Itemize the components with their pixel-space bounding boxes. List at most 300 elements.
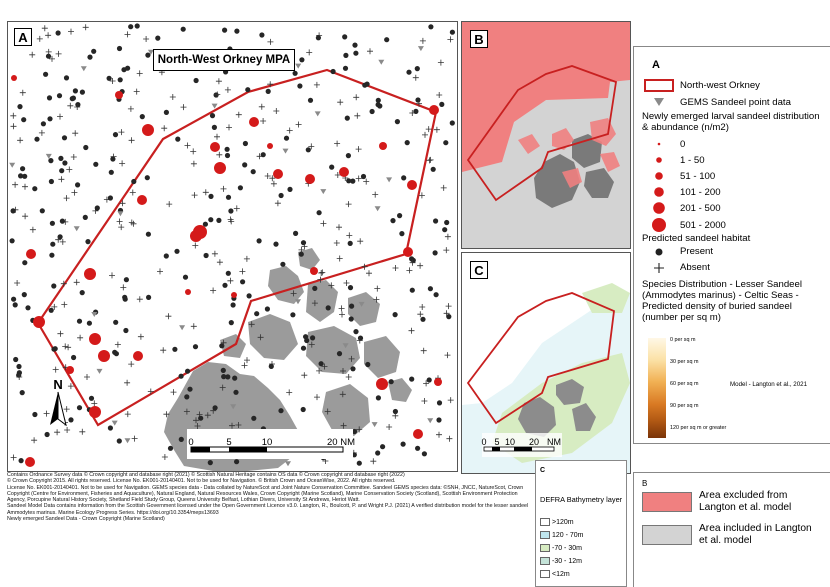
present-point: [273, 242, 278, 247]
absent-point: [244, 357, 250, 363]
present-point: [343, 53, 348, 58]
present-point: [108, 195, 113, 200]
absent-point: [192, 192, 198, 198]
map-title: North-West Orkney MPA: [153, 49, 295, 71]
present-point: [221, 368, 226, 373]
included-row: [642, 523, 819, 547]
present-point: [433, 218, 438, 223]
absent-point: [217, 259, 223, 265]
present-point: [348, 241, 353, 246]
present-point: [58, 156, 63, 161]
present-point: [168, 446, 173, 451]
gems-point: [9, 163, 15, 168]
gems-point: [285, 461, 291, 466]
absent-point: [44, 411, 50, 417]
present-point: [194, 78, 199, 83]
gems-point: [179, 325, 185, 330]
present-point: [145, 175, 150, 180]
absent-point: [370, 458, 376, 464]
present-point: [442, 227, 447, 232]
present-point: [269, 364, 274, 369]
absent-point: [125, 411, 131, 417]
map-panel-a[interactable]: [7, 21, 458, 472]
scale-c-tick: 10: [504, 437, 516, 447]
present-point: [80, 290, 85, 295]
absent-point: [275, 200, 281, 206]
present-point: [290, 312, 295, 317]
present-point: [401, 175, 406, 180]
present-point: [377, 103, 382, 108]
bathymetry-row: [540, 557, 582, 565]
absent-point: [71, 154, 77, 160]
absent-point: [314, 82, 320, 88]
scale-tick: 10: [261, 437, 273, 448]
present-point: [401, 442, 406, 447]
absent-point: [420, 38, 426, 44]
land-island-3: [248, 314, 298, 360]
bathymetry-label: 120 - 70m: [552, 531, 584, 539]
absent-point: [64, 195, 70, 201]
absent-point: [392, 413, 398, 419]
present-point: [75, 182, 80, 187]
present-point: [405, 140, 410, 145]
absent-point: [64, 406, 70, 412]
map-panel-c[interactable]: [461, 252, 631, 474]
map-panel-b[interactable]: [461, 21, 631, 249]
present-point: [145, 53, 150, 58]
present-point: [280, 262, 285, 267]
absent-point: [339, 312, 345, 318]
present-point: [43, 72, 48, 77]
absent-point: [166, 201, 172, 207]
larval-abundance-point: [89, 333, 101, 345]
present-point: [22, 292, 27, 297]
absent-point: [362, 264, 368, 270]
absent-point: [212, 251, 218, 257]
absent-point: [214, 134, 220, 140]
absent-point: [67, 103, 73, 109]
abundance-class-label: 201 - 500: [680, 202, 721, 214]
absent-point: [162, 454, 168, 460]
larval-abundance-point: [210, 142, 220, 152]
absent-point: [419, 304, 425, 310]
present-point: [77, 319, 82, 324]
panel-a-letter: A: [14, 28, 32, 46]
absent-point: [192, 243, 198, 249]
absent-point: [446, 436, 452, 442]
included-swatch: [642, 525, 692, 545]
scale-c-tick: 20: [528, 437, 540, 447]
red-dot-icon: [652, 185, 666, 199]
present-point: [225, 153, 230, 158]
present-point: [222, 283, 227, 288]
present-point: [301, 407, 306, 412]
present-point: [204, 253, 209, 258]
present-point: [439, 102, 444, 107]
present-point: [13, 357, 18, 362]
absent-point: [353, 94, 359, 100]
present-point: [375, 450, 380, 455]
gems-point: [295, 64, 301, 69]
gems-point: [320, 189, 326, 194]
abundance-class-row: [642, 185, 721, 199]
present-point: [164, 253, 169, 258]
present-point: [53, 346, 58, 351]
scale-c-tick: NM: [547, 437, 561, 447]
absent-point: [413, 75, 419, 81]
present-point: [62, 135, 67, 140]
absent-point: [165, 313, 171, 319]
absent-point: [56, 51, 62, 57]
absent-point: [386, 424, 392, 430]
present-point: [279, 193, 284, 198]
absent-point: [436, 432, 442, 438]
present-point: [233, 390, 238, 395]
present-point: [427, 377, 432, 382]
absent-point: [161, 125, 167, 131]
density-tick: 120 per sq m or greater: [670, 425, 727, 431]
absent-point: [130, 190, 136, 196]
present-point: [238, 185, 243, 190]
present-point: [71, 355, 76, 360]
absent-point: [337, 99, 343, 105]
gems-point: [372, 422, 378, 427]
present-point: [266, 89, 271, 94]
absent-point: [185, 143, 191, 149]
larval-abundance-point: [429, 105, 439, 115]
absent-point: [242, 362, 248, 368]
absent-point: [259, 104, 265, 110]
abundance-class-row: [642, 217, 726, 233]
absent-point: [22, 184, 28, 190]
present-point: [301, 346, 306, 351]
absent-point: [406, 267, 412, 273]
excluded-swatch: [642, 492, 692, 512]
present-point: [317, 210, 322, 215]
present-point: [109, 170, 114, 175]
bathymetry-row: [540, 531, 584, 539]
larval-abundance-point: [193, 225, 207, 239]
land-island-1: [268, 266, 304, 304]
absent-point: [118, 224, 124, 230]
abundance-class-label: 1 - 50: [680, 154, 705, 166]
gems-point: [212, 104, 218, 109]
absent-point: [318, 270, 324, 276]
land-island-7: [322, 384, 370, 436]
larval-abundance-point: [98, 350, 110, 362]
absent-point: [45, 32, 51, 38]
panel-c-letter: C: [470, 261, 488, 279]
absent-point: [138, 334, 144, 340]
present-point: [390, 218, 395, 223]
present-point: [234, 29, 239, 34]
absent-point: [10, 113, 16, 119]
scale-bar-c: [481, 433, 562, 457]
abundance-class-row: [642, 201, 721, 215]
absent-point: [334, 141, 340, 147]
present-point: [395, 119, 400, 124]
present-point: [49, 253, 54, 258]
present-point: [60, 219, 65, 224]
present-point: [349, 304, 354, 309]
present-point: [413, 109, 418, 114]
present-point: [89, 396, 94, 401]
absent-point: [117, 219, 123, 225]
larval-abundance-point: [11, 75, 17, 81]
present-point: [22, 260, 27, 265]
gems-point: [125, 438, 131, 443]
bathymetry-title: DEFRA Bathymetry layer: [540, 495, 623, 504]
present-point: [112, 350, 117, 355]
absent-point: [216, 152, 222, 158]
absent-point: [227, 278, 233, 284]
bathymetry-row: [540, 570, 570, 578]
larval-abundance-point: [376, 378, 388, 390]
abundance-class-label: 51 - 100: [680, 170, 716, 182]
absent-point: [74, 279, 80, 285]
absent-point: [72, 130, 78, 136]
present-point: [228, 208, 233, 213]
abundance-class-row: [642, 153, 705, 167]
present-point: [214, 92, 219, 97]
excluded-label: Area excluded from Langton et al. model: [699, 490, 792, 513]
scale-bar: [187, 429, 355, 459]
absent-row: [642, 262, 710, 273]
present-point: [181, 27, 186, 32]
absent-point: [134, 89, 140, 95]
present-point: [11, 297, 16, 302]
present-point: [73, 88, 78, 93]
present-point: [146, 232, 151, 237]
present-point: [326, 305, 331, 310]
absent-point: [20, 90, 26, 96]
gems-point: [378, 60, 384, 65]
larval-abundance-point: [249, 117, 259, 127]
present-point: [251, 169, 256, 174]
larval-abundance-point: [267, 143, 273, 149]
present-point: [346, 153, 351, 158]
present-point: [187, 387, 192, 392]
gems-label: GEMS Sandeel point data: [680, 97, 791, 108]
present-point: [226, 195, 231, 200]
absent-point: [234, 205, 240, 211]
legend-gems-row: [642, 97, 791, 108]
mpa-label: North-west Orkney: [680, 80, 760, 91]
present-point: [406, 70, 411, 75]
absent-point: [267, 39, 273, 45]
absent-point: [11, 123, 17, 129]
absent-point: [120, 284, 126, 290]
bathymetry-swatch: [540, 531, 550, 539]
absent-point: [363, 179, 369, 185]
present-point: [450, 120, 455, 125]
present-point: [312, 286, 317, 291]
present-point: [234, 459, 239, 464]
credit-line: Newly emerged Sandeel Data - Crown Copyright (Marine Scotland): [7, 516, 165, 523]
absent-point: [22, 213, 28, 219]
absent-point: [128, 106, 134, 112]
absent-point: [79, 429, 85, 435]
absent-point: [357, 238, 363, 244]
gems-point: [74, 226, 80, 231]
absent-point: [83, 24, 89, 30]
density-tick: 90 per sq m: [670, 403, 699, 409]
present-point: [415, 446, 420, 451]
red-dot-icon: [651, 217, 667, 233]
present-point: [348, 285, 353, 290]
credits-text: [7, 472, 533, 584]
present-point: [49, 179, 54, 184]
present-point: [299, 57, 304, 62]
absent-point: [422, 132, 428, 138]
absent-point: [77, 335, 83, 341]
excluded-row: [642, 490, 819, 514]
credit-line: Sandeel Model Data contains information from the Scottish Government licensed under the Open Government Licence v3.0. Langton, R., Boulcott, P. and Wright P.J. (2021) A verified distribution model for the lesser sandeel Ammodytes marinus. Marine Ecology Progress Series. https://doi.org/10.3354/meps13693: [7, 503, 529, 516]
absent-point: [337, 256, 343, 262]
absent-point: [244, 256, 250, 262]
bathymetry-swatch: [540, 518, 550, 526]
legend-b-letter: B: [642, 479, 648, 488]
present-point: [83, 215, 88, 220]
absent-point: [115, 342, 121, 348]
abundance-class-label: 101 - 200: [680, 186, 721, 198]
absent-point: [346, 201, 352, 207]
absent-point: [409, 328, 415, 334]
present-point: [47, 95, 52, 100]
larval-abundance-point: [84, 268, 96, 280]
present-point: [85, 239, 90, 244]
present-point: [128, 24, 133, 29]
abundance-class-label: 0: [680, 138, 686, 150]
absent-point: [421, 398, 427, 404]
absent-point: [53, 367, 59, 373]
absent-point: [434, 127, 440, 133]
present-point: [437, 400, 442, 405]
present-point: [64, 75, 69, 80]
present-point: [331, 69, 336, 74]
present-point: [124, 277, 129, 282]
present-point: [48, 158, 53, 163]
larval-abundance-point: [115, 91, 123, 99]
present-point: [399, 231, 404, 236]
gems-point: [315, 111, 321, 116]
absent-point: [129, 137, 135, 143]
absent-point: [137, 70, 143, 76]
scale-tick: 20 NM: [327, 437, 355, 448]
present-point: [108, 425, 113, 430]
present-point: [257, 238, 262, 243]
present-point: [297, 83, 302, 88]
larval-abundance-point: [403, 247, 413, 257]
absent-point: [271, 181, 277, 187]
absent-point: [446, 303, 452, 309]
absent-point: [37, 36, 43, 42]
present-point: [21, 117, 26, 122]
present-point: [164, 110, 169, 115]
absent-point: [125, 31, 131, 37]
density-tick: 60 per sq m: [670, 381, 699, 387]
absent-point: [12, 182, 18, 188]
present-point: [365, 82, 370, 87]
present-point: [113, 132, 118, 137]
present-point: [293, 231, 298, 236]
absent-point: [239, 268, 245, 274]
land-island-6: [364, 336, 400, 378]
legend-a: [633, 46, 830, 444]
present-point: [428, 286, 433, 291]
present-point: [431, 167, 436, 172]
bathymetry-label: >120m: [552, 518, 574, 526]
present-point: [265, 306, 270, 311]
absent-point: [314, 394, 320, 400]
present-point: [319, 361, 324, 366]
present-point: [10, 238, 15, 243]
absent-point: [448, 397, 454, 403]
present-point: [107, 76, 112, 81]
absent-point: [109, 272, 115, 278]
present-point: [380, 444, 385, 449]
present-point: [284, 136, 289, 141]
present-point: [13, 302, 18, 307]
red-dot-icon: [652, 137, 666, 151]
present-point: [183, 275, 188, 280]
absent-point: [66, 167, 72, 173]
present-point: [41, 121, 46, 126]
present-point: [226, 271, 231, 276]
absent-point: [374, 286, 380, 292]
credit-line: © Crown Copyright 2015. All rights reserved. License No. EK001-20140401. Not to be used for Navigation. © British Crown and OceanWise, 2022. All rights reserved.: [7, 478, 396, 485]
larval-abundance-point: [407, 180, 417, 190]
scale-c-tick: 5: [494, 437, 500, 447]
abundance-heading: Newly emerged larval sandeel distribution & abundance (n/m2): [642, 111, 820, 133]
present-point: [232, 376, 237, 381]
abundance-class-row: [642, 137, 685, 151]
red-dot-icon: [652, 169, 666, 183]
present-point: [179, 374, 184, 379]
present-point: [287, 187, 292, 192]
absent-point: [221, 186, 227, 192]
present-point: [389, 379, 394, 384]
larval-abundance-point: [33, 316, 45, 328]
present-point: [243, 141, 248, 146]
absent-point: [334, 240, 340, 246]
absent-point: [421, 348, 427, 354]
absent-point: [372, 192, 378, 198]
present-point: [125, 66, 130, 71]
red-dot-icon: [652, 201, 666, 215]
absent-point: [191, 323, 197, 329]
present-point: [428, 24, 433, 29]
present-point: [118, 77, 123, 82]
gems-point: [386, 177, 392, 182]
present-point: [210, 113, 215, 118]
absent-label: Absent: [680, 262, 710, 273]
present-point: [349, 316, 354, 321]
absent-point: [124, 380, 130, 386]
absent-point: [46, 49, 52, 55]
absent-point: [296, 122, 302, 128]
absent-point: [190, 148, 196, 154]
absent-point: [170, 94, 176, 100]
absent-point: [393, 265, 399, 271]
north-arrow: [50, 377, 66, 425]
density-gradient: [648, 338, 666, 438]
larval-abundance-point: [89, 406, 101, 418]
absent-point: [336, 224, 342, 230]
absent-point: [57, 114, 63, 120]
present-point: [198, 416, 203, 421]
bathymetry-legend: [535, 460, 627, 587]
